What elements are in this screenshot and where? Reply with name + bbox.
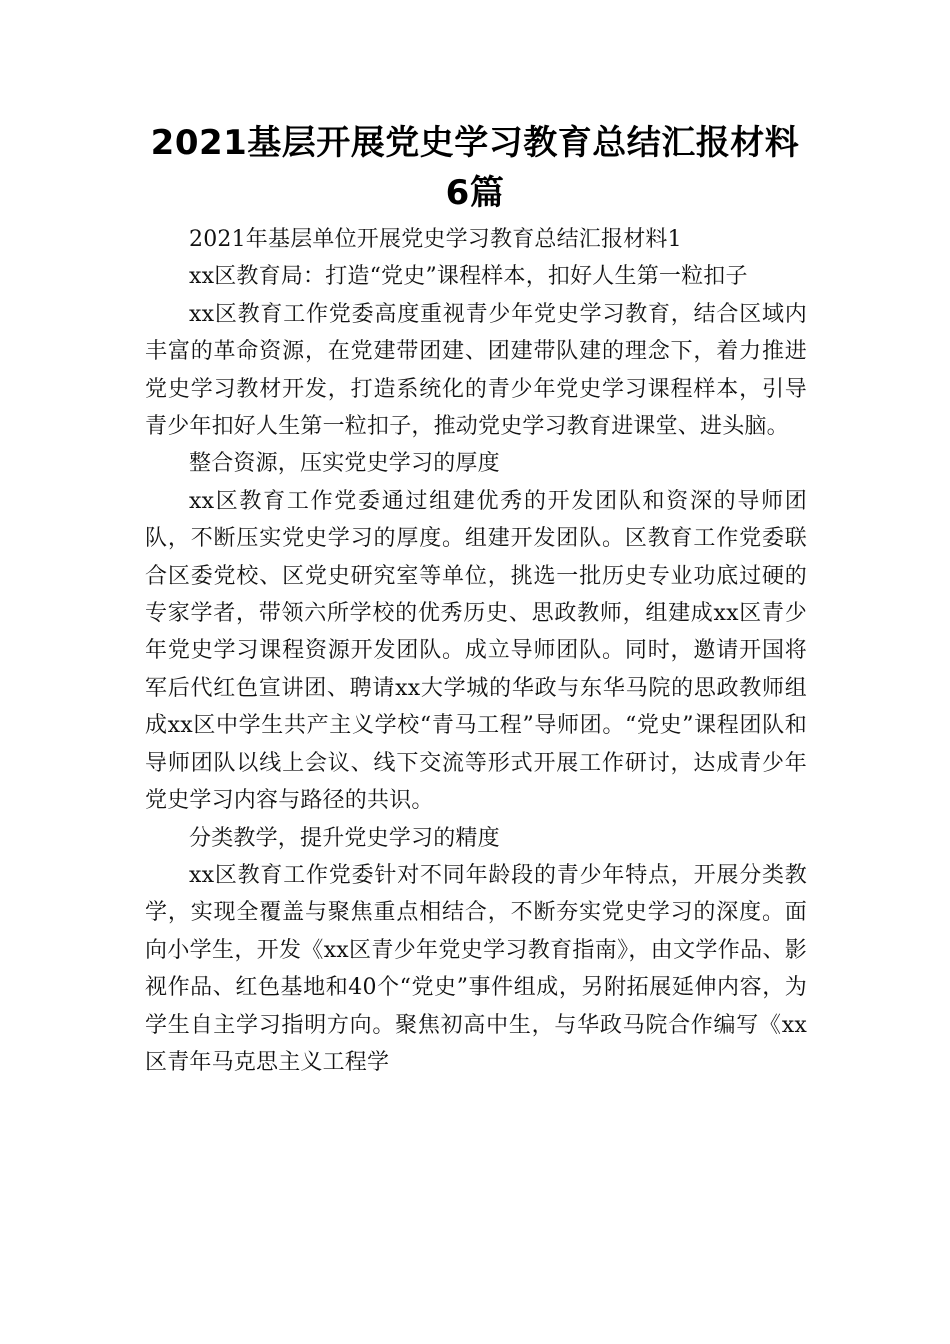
section-heading-teaching: 分类教学，提升党史学习的精度 (189, 825, 500, 851)
section-heading-resources: 整合资源，压实党史学习的厚度 (189, 451, 500, 477)
document-body (145, 221, 807, 1081)
paragraph-resources: xx区教育工作党委通过组建优秀的开发团队和资深的导师团队，不断压实党史学习的厚度。组建开发团队。区教育工作党委联合区委党校、区党史研究室等单位，挑选一批历史专业功底过硬的专家学者，带领六所学校的优秀历史、思政教师，组建成xx区青少年党史学习课程资源开发团队。成立导师团队。同时，邀请开国将军后代红色宣讲团、聘请xx大学城的华政与东华马院的思政教师组成xx区中学生共产主义学校“青马工程”导师团。“党史”课程团队和导师团队以线上会议、线下交流等形式开展工作研讨，达成青少年党史学习内容与路径的共识。 (145, 488, 807, 814)
paragraph-intro: xx区教育工作党委高度重视青少年党史学习教育，结合区域内丰富的革命资源，在党建带团建、团建带队建的理念下，着力推进党史学习教材开发，打造系统化的青少年党史学习课程样本，引导青少年扣好人生第一粒扣子，推动党史学习教育进课堂、进头脑。 (145, 301, 807, 440)
document-title: 2021基层开展党史学习教育总结汇报材料6篇 (150, 123, 800, 213)
paragraph-heading: xx区教育局：打造“党史”课程样本，扣好人生第一粒扣子 (189, 264, 748, 290)
paragraph-teaching: xx区教育工作党委针对不同年龄段的青少年特点，开展分类教学，实现全覆盖与聚焦重点相结合，不断夯实党史学习的深度。面向小学生，开发《xx区青少年党史学习教育指南》，由文学作品、影视作品、红色基地和40个“党史”事件组成，另附拓展延伸内容，为学生自主学习指明方向。聚焦初高中生，与华政马院合作编写《xx区青年马克思主义工程学 (145, 862, 807, 1075)
paragraph-subtitle: 2021年基层单位开展党史学习教育总结汇报材料1 (189, 227, 682, 252)
